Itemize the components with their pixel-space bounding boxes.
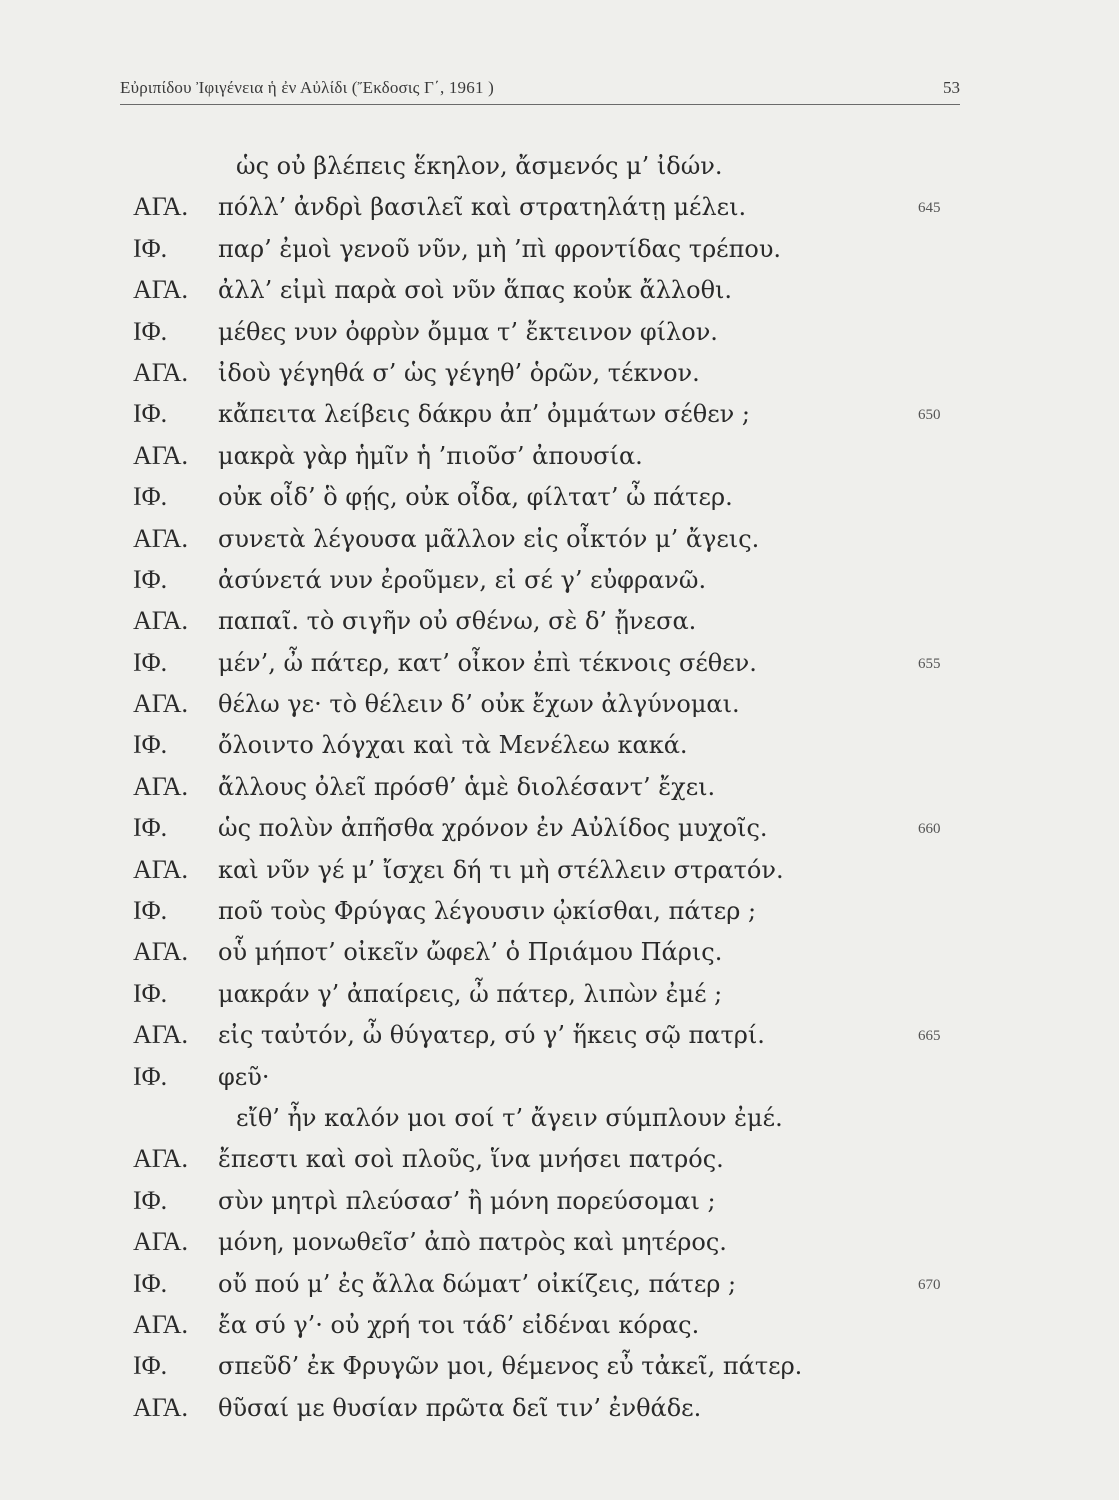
verse-text: οὔ πού μ’ ἐς ἄλλα δώματ’ οἰκίζεις, πάτερ ;: [218, 1269, 737, 1298]
line-number: 670: [918, 1276, 941, 1293]
speaker-label: ΙΦ.: [133, 896, 168, 926]
verse-text: μόνη, μονωθεῖσ’ ἀπὸ πατρὸς καὶ μητέρος.: [218, 1228, 727, 1257]
line-number: 650: [918, 407, 941, 424]
verse-line: [0, 725, 1119, 766]
verse-text: ἄλλους ὀλεῖ πρόσθ’ ἁμὲ διολέσαντ’ ἔχει.: [218, 772, 716, 801]
verse-text: ἀσύνετά νυν ἐροῦμεν, εἰ σέ γ’ εὐφρανῶ.: [218, 565, 707, 594]
verse-text: σπεῦδ’ ἐκ Φρυγῶν μοι, θέμενος εὖ τἀκεῖ, πάτερ.: [218, 1352, 803, 1381]
verse-line: [0, 643, 1119, 684]
speaker-label: ΑΓΑ.: [133, 1392, 189, 1422]
speaker-label: ΙΦ.: [133, 1061, 168, 1091]
speaker-label: ΙΦ.: [133, 399, 168, 429]
verse-text: μακρὰ γὰρ ἡμῖν ἡ ’πιοῦσ’ ἀπουσία.: [218, 441, 643, 470]
verse-text: ἰδοὺ γέγηθά σ’ ὡς γέγηθ’ ὁρῶν, τέκνον.: [218, 358, 700, 387]
verse-text: παρ’ ἐμοὶ γενοῦ νῦν, μὴ ’πὶ φροντίδας τρέπου.: [218, 234, 782, 263]
speaker-label: ΙΦ.: [133, 730, 168, 760]
speaker-label: ΑΓΑ.: [133, 275, 189, 305]
speaker-label: ΑΓΑ.: [133, 1020, 189, 1050]
verse-line: [0, 477, 1119, 518]
speaker-label: ΙΦ.: [133, 564, 168, 594]
header-rule: [120, 104, 960, 105]
speaker-label: ΑΓΑ.: [133, 357, 189, 387]
speaker-label: ΙΦ.: [133, 1351, 168, 1381]
speaker-label: ΑΓΑ.: [133, 854, 189, 884]
verse-text: σὺν μητρὶ πλεύσασ’ ἢ μόνη πορεύσομαι ;: [218, 1186, 716, 1215]
speaker-label: ΙΦ.: [133, 482, 168, 512]
verse-line: [0, 974, 1119, 1015]
line-number: 665: [918, 1028, 941, 1045]
verse-line: [0, 146, 1119, 187]
verse-line: [0, 1139, 1119, 1180]
verse-text: θέλω γε· τὸ θέλειν δ’ οὐκ ἔχων ἀλγύνομαι.: [218, 690, 740, 719]
verse-line: [0, 560, 1119, 601]
speaker-label: ΙΦ.: [133, 813, 168, 843]
verse-line: [0, 1346, 1119, 1387]
verse-text: κἄπειτα λείβεις δάκρυ ἀπ’ ὀμμάτων σέθεν ;: [218, 400, 750, 429]
verse-text: θῦσαί με θυσίαν πρῶτα δεῖ τιν’ ἐνθάδε.: [218, 1393, 702, 1422]
verse-line: [0, 1222, 1119, 1263]
speaker-label: ΑΓΑ.: [133, 689, 189, 719]
verse-line: [0, 187, 1119, 228]
speaker-label: ΑΓΑ.: [133, 523, 189, 553]
speaker-label: ΙΦ.: [133, 1185, 168, 1215]
verse-line: [0, 1388, 1119, 1429]
verse-text: εἴθ’ ἦν καλόν μοι σοί τ’ ἄγειν σύμπλουν ἐμέ.: [236, 1103, 783, 1132]
verse-line: [0, 353, 1119, 394]
verse-line: [0, 850, 1119, 891]
speaker-label: ΑΓΑ.: [133, 771, 189, 801]
speaker-label: ΙΦ.: [133, 1268, 168, 1298]
verse-line: [0, 1264, 1119, 1305]
verse-text: μακράν γ’ ἀπαίρεις, ὦ πάτερ, λιπὼν ἐμέ ;: [218, 979, 723, 1008]
speaker-label: ΑΓΑ.: [133, 1227, 189, 1257]
verse-line: [0, 1305, 1119, 1346]
verse-line: [0, 1181, 1119, 1222]
verse-text: πόλλ’ ἀνδρὶ βασιλεῖ καὶ στρατηλάτῃ μέλει.: [218, 193, 747, 222]
speaker-label: ΑΓΑ.: [133, 606, 189, 636]
speaker-label: ΙΦ.: [133, 316, 168, 346]
verse-text: ἀλλ’ εἰμὶ παρὰ σοὶ νῦν ἅπας κοὐκ ἄλλοθι.: [218, 276, 733, 305]
speaker-label: ΙΦ.: [133, 233, 168, 263]
verse-line: [0, 270, 1119, 311]
verse-line: [0, 601, 1119, 642]
verse-text: ὡς οὐ βλέπεις ἕκηλον, ἄσμενός μ’ ἰδών.: [236, 152, 723, 180]
speaker-label: ΑΓΑ.: [133, 1309, 189, 1339]
speaker-label: ΑΓΑ.: [133, 192, 189, 222]
verse-line: [0, 519, 1119, 560]
verse-text: καὶ νῦν γέ μ’ ἴσχει δή τι μὴ στέλλειν στρατόν.: [218, 855, 784, 884]
verse-line: [0, 767, 1119, 808]
header-title: Εὐριπίδου Ἰφιγένεια ἡ ἐν Αὐλίδι (Ἔκδοσις Γ΄, 1961 ): [120, 78, 494, 97]
verse-text: φεῦ·: [218, 1062, 270, 1091]
speaker-label: ΑΓΑ.: [133, 1144, 189, 1174]
line-number: 660: [918, 821, 941, 838]
verse-line: [0, 312, 1119, 353]
line-number: 655: [918, 655, 941, 672]
verse-list: [0, 146, 1119, 1429]
verse-text: ὄλοιντο λόγχαι καὶ τὰ Μενέλεω κακά.: [218, 731, 688, 760]
line-number: 645: [918, 200, 941, 217]
verse-text: συνετὰ λέγουσα μᾶλλον εἰς οἶκτόν μ’ ἄγεις.: [218, 524, 760, 553]
verse-line: [0, 684, 1119, 725]
running-header: [120, 74, 960, 106]
verse-line: [0, 1015, 1119, 1056]
verse-text: ὡς πολὺν ἀπῆσθα χρόνον ἐν Αὐλίδος μυχοῖς.: [218, 814, 768, 843]
verse-text: οὗ μήποτ’ οἰκεῖν ὤφελ’ ὁ Πριάμου Πάρις.: [218, 938, 723, 967]
verse-line: [0, 932, 1119, 973]
verse-line: [0, 1098, 1119, 1139]
verse-line: [0, 1057, 1119, 1098]
verse-line: [0, 891, 1119, 932]
verse-line: [0, 394, 1119, 435]
verse-line: [0, 808, 1119, 849]
page-number: 53: [943, 78, 960, 97]
speaker-label: ΑΓΑ.: [133, 440, 189, 470]
verse-text: ἔπεστι καὶ σοὶ πλοῦς, ἵνα μνήσει πατρός.: [218, 1145, 724, 1174]
verse-text: παπαῖ. τὸ σιγῆν οὐ σθένω, σὲ δ’ ᾔνεσα.: [218, 607, 697, 636]
speaker-label: ΙΦ.: [133, 978, 168, 1008]
verse-text: μέν’, ὦ πάτερ, κατ’ οἶκον ἐπὶ τέκνοις σέθεν.: [218, 648, 757, 677]
verse-text: ἔα σύ γ’· οὐ χρή τοι τάδ’ εἰδέναι κόρας.: [218, 1310, 700, 1339]
speaker-label: ΑΓΑ.: [133, 937, 189, 967]
verse-line: [0, 436, 1119, 477]
verse-text: ποῦ τοὺς Φρύγας λέγουσιν ᾠκίσθαι, πάτερ ;: [218, 897, 757, 926]
speaker-label: ΙΦ.: [133, 647, 168, 677]
verse-line: [0, 229, 1119, 270]
verse-text: μέθες νυν ὀφρὺν ὄμμα τ’ ἔκτεινον φίλον.: [218, 317, 718, 346]
verse-text: εἰς ταὐτόν, ὦ θύγατερ, σύ γ’ ἥκεις σῷ πατρί.: [218, 1021, 765, 1050]
verse-text: οὐκ οἶδ’ ὃ φῄς, οὐκ οἶδα, φίλτατ’ ὦ πάτερ.: [218, 483, 733, 512]
